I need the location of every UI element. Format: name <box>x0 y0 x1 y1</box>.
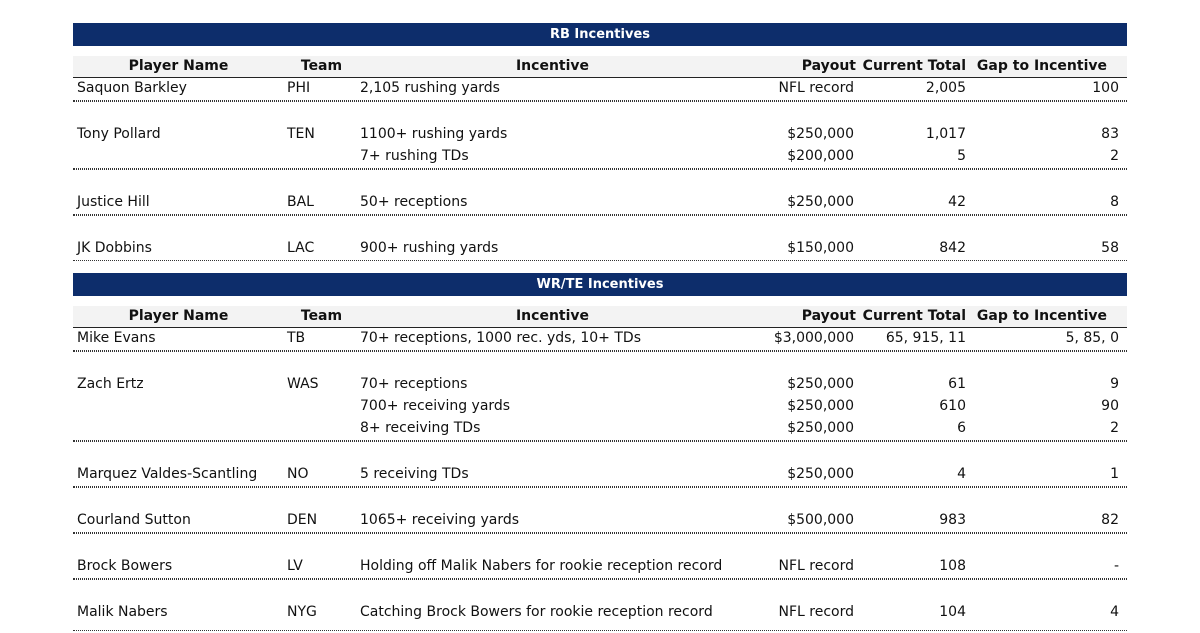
section-banner: RB Incentives <box>73 23 1127 46</box>
team: LAC <box>287 240 315 256</box>
incentive: 900+ rushing yards <box>360 240 499 256</box>
column-header-team: Team <box>300 308 343 324</box>
player-name: Marquez Valdes-Scantling <box>77 466 258 482</box>
table-header-row <box>73 56 1127 78</box>
current-total: 6 <box>957 420 966 436</box>
payout: $3,000,000 <box>773 330 854 346</box>
table-row <box>73 418 1127 441</box>
team: PHI <box>287 80 311 96</box>
current-total: 4 <box>957 466 966 482</box>
team: TEN <box>287 126 315 142</box>
incentive: 7+ rushing TDs <box>360 148 469 164</box>
gap-to-incentive: 82 <box>1101 512 1119 528</box>
column-header-payout: Payout <box>801 308 856 324</box>
payout: $250,000 <box>787 194 854 210</box>
current-total: 42 <box>948 194 966 210</box>
gap-to-incentive: 2 <box>1110 420 1119 436</box>
incentive: 1065+ receiving yards <box>360 512 520 528</box>
payout: $250,000 <box>787 398 854 414</box>
current-total: 610 <box>939 398 966 414</box>
player-name: Brock Bowers <box>77 558 173 574</box>
payout: $250,000 <box>787 420 854 436</box>
gap-to-incentive: 1 <box>1110 466 1119 482</box>
incentive: 50+ receptions <box>360 194 468 210</box>
table-row <box>73 78 1127 101</box>
current-total: 108 <box>939 558 966 574</box>
column-header-incentive: Incentive <box>515 58 590 74</box>
player-name: Tony Pollard <box>77 126 161 142</box>
gap-to-incentive: 58 <box>1101 240 1119 256</box>
current-total: 5 <box>957 148 966 164</box>
group-separator <box>73 533 1127 556</box>
incentive: 2,105 rushing yards <box>360 80 500 96</box>
table-header-row <box>73 306 1127 328</box>
gap-to-incentive: 90 <box>1101 398 1119 414</box>
payout: NFL record <box>778 558 854 574</box>
payout: $250,000 <box>787 126 854 142</box>
table-row <box>73 602 1127 624</box>
column-header-player-name: Player Name <box>128 308 229 324</box>
payout: $150,000 <box>787 240 854 256</box>
payout: $500,000 <box>787 512 854 528</box>
incentive: 70+ receptions, 1000 rec. yds, 10+ TDs <box>360 330 641 346</box>
table-row <box>73 192 1127 215</box>
current-total: 65, 915, 11 <box>885 330 966 346</box>
payout: $200,000 <box>787 148 854 164</box>
player-name: Courland Sutton <box>77 512 191 528</box>
column-header-payout: Payout <box>801 58 856 74</box>
player-name: Saquon Barkley <box>77 80 187 96</box>
incentive: 5 receiving TDs <box>360 466 469 482</box>
incentive: 700+ receiving yards <box>360 398 511 414</box>
group-separator <box>73 579 1127 602</box>
gap-to-incentive: 100 <box>1092 80 1119 96</box>
payout: NFL record <box>778 80 854 96</box>
column-header-team: Team <box>300 58 343 74</box>
group-separator <box>73 351 1127 374</box>
gap-to-incentive: 83 <box>1101 126 1119 142</box>
group-separator <box>73 169 1127 192</box>
player-name: Zach Ertz <box>77 376 144 392</box>
player-name: Malik Nabers <box>77 604 168 620</box>
payout: NFL record <box>778 604 854 620</box>
current-total: 104 <box>939 604 966 620</box>
player-name: Mike Evans <box>77 330 156 346</box>
incentive: 1100+ rushing yards <box>360 126 508 142</box>
incentive: 70+ receptions <box>360 376 468 392</box>
team: DEN <box>287 512 318 528</box>
column-header-current-total: Current Total <box>862 308 966 324</box>
table-row <box>73 556 1127 579</box>
team: NO <box>287 466 309 482</box>
payout: $250,000 <box>787 376 854 392</box>
table-row <box>73 238 1127 261</box>
team: TB <box>287 330 306 346</box>
incentive: 8+ receiving TDs <box>360 420 481 436</box>
current-total: 842 <box>939 240 966 256</box>
team: LV <box>287 558 303 574</box>
column-header-player-name: Player Name <box>128 58 229 74</box>
current-total: 983 <box>939 512 966 528</box>
gap-to-incentive: 9 <box>1110 376 1119 392</box>
table-row <box>73 464 1127 487</box>
incentive: Holding off Malik Nabers for rookie reception record <box>360 558 723 574</box>
gap-to-incentive: 5, 85, 0 <box>1065 330 1119 346</box>
player-name: Justice Hill <box>77 194 150 210</box>
current-total: 61 <box>948 376 966 392</box>
player-name: JK Dobbins <box>77 240 152 256</box>
group-separator <box>73 101 1127 124</box>
table-row <box>73 124 1127 146</box>
gap-to-incentive: 8 <box>1110 194 1119 210</box>
column-header-incentive: Incentive <box>515 308 590 324</box>
current-total: 2,005 <box>925 80 966 96</box>
current-total: 1,017 <box>925 126 966 142</box>
section-banner: WR/TE Incentives <box>73 273 1127 296</box>
column-header-gap-to-incentive: Gap to Incentive <box>976 58 1107 74</box>
table-row <box>73 146 1127 169</box>
table-row <box>73 328 1127 351</box>
wr-te-incentives-section <box>73 273 1127 624</box>
rb-incentives-section <box>73 23 1127 261</box>
column-header-gap-to-incentive: Gap to Incentive <box>976 308 1107 324</box>
team: NYG <box>287 604 317 620</box>
column-header-current-total: Current Total <box>862 58 966 74</box>
team: WAS <box>287 376 319 392</box>
table-row <box>73 510 1127 533</box>
gap-to-incentive: - <box>1113 558 1119 574</box>
table-row <box>73 374 1127 396</box>
group-separator <box>73 215 1127 238</box>
gap-to-incentive: 4 <box>1110 604 1119 620</box>
table-row <box>73 396 1127 418</box>
table-end-rule <box>73 630 1127 631</box>
group-separator <box>73 441 1127 464</box>
incentive: Catching Brock Bowers for rookie reception record <box>360 604 713 620</box>
payout: $250,000 <box>787 466 854 482</box>
gap-to-incentive: 2 <box>1110 148 1119 164</box>
group-separator <box>73 487 1127 510</box>
team: BAL <box>287 194 314 210</box>
